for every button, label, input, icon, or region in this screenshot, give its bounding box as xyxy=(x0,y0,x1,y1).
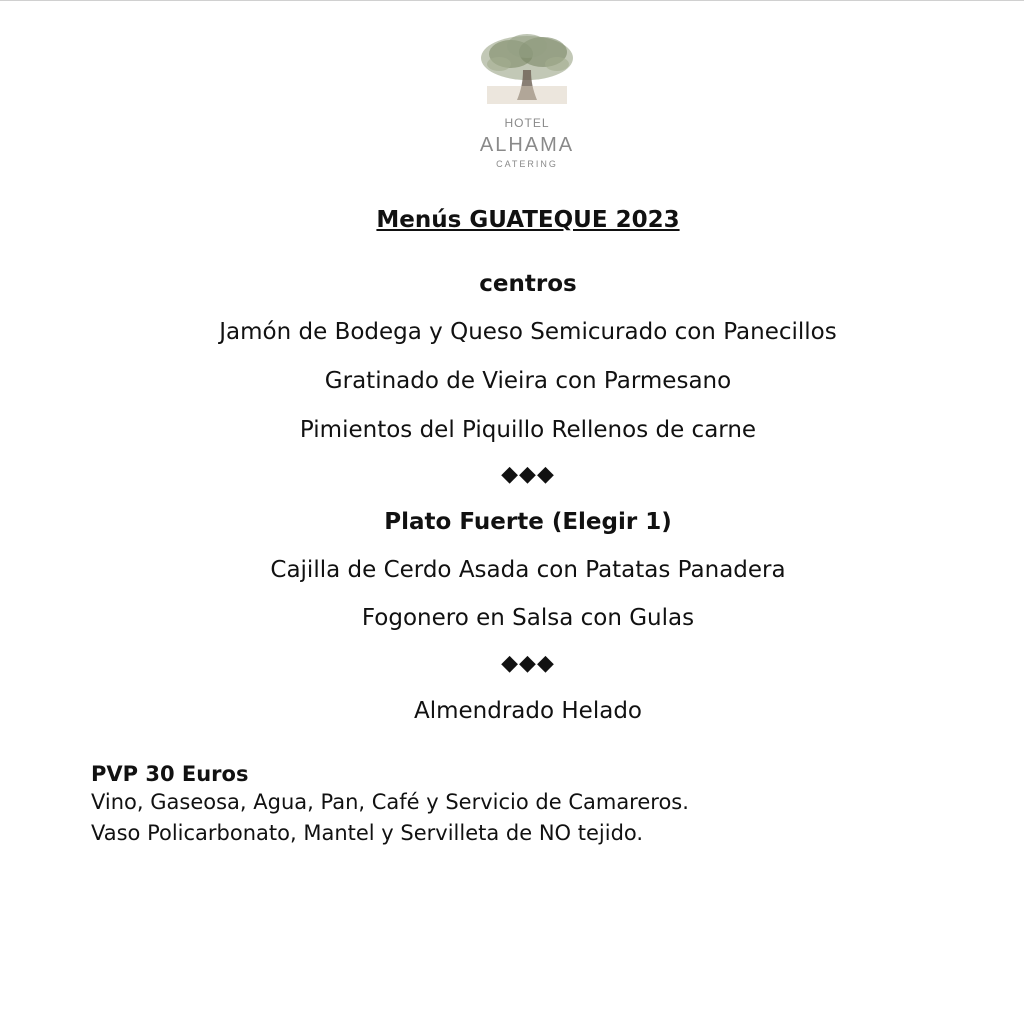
top-rule xyxy=(0,0,1024,1)
dish-item: Pimientos del Piquillo Rellenos de carne xyxy=(299,417,757,443)
dish-item: Cajilla de Cerdo Asada con Patatas Panadera xyxy=(270,557,786,583)
section-heading-centros: centros xyxy=(479,271,577,297)
materials-line: Vaso Policarbonato, Mantel y Servilleta de NO tejido. xyxy=(91,821,644,845)
dish-item: Gratinado de Vieira con Parmesano xyxy=(324,368,732,394)
dish-item: Almendrado Helado xyxy=(414,698,642,724)
logo-catering-text: CATERING xyxy=(496,159,558,169)
price-label: PVP 30 Euros xyxy=(91,762,249,786)
diamond-divider: ◆◆◆ xyxy=(501,462,555,487)
diamond-divider: ◆◆◆ xyxy=(501,651,555,676)
includes-line: Vino, Gaseosa, Agua, Pan, Café y Servicio de Camareros. xyxy=(91,790,689,814)
logo-hotel-text: HOTEL xyxy=(504,116,550,130)
logo-name-text: ALHAMA xyxy=(479,134,575,156)
hotel-logo xyxy=(462,30,592,169)
menu-title: Menús GUATEQUE 2023 xyxy=(376,207,680,233)
dish-item: Fogonero en Salsa con Gulas xyxy=(361,605,695,631)
dish-item: Jamón de Bodega y Queso Semicurado con Panecillos xyxy=(219,319,837,345)
section-heading-plato-fuerte: Plato Fuerte (Elegir 1) xyxy=(384,509,672,535)
olive-tree-icon xyxy=(477,30,577,106)
